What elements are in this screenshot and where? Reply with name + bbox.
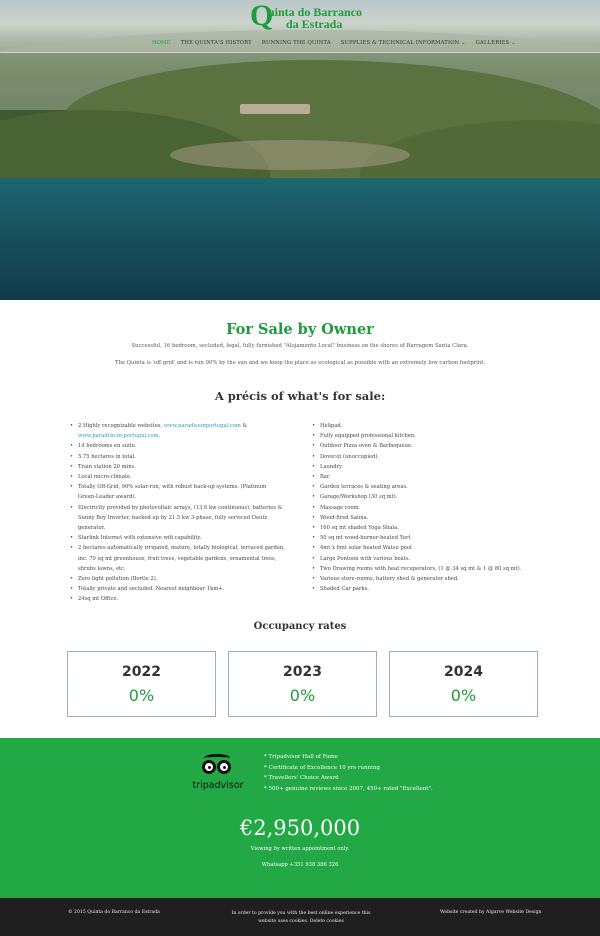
site-header [0, 0, 600, 53]
list-item: • Garden terraces & seating areas. [312, 482, 552, 492]
list-item: • Laundry. [312, 462, 552, 472]
intro-paragraph-2: The Quinta is 'off grid' and is run 90% by the sun and we keep the place as ecological as possible with an extremely low carbon footprint. [114, 360, 486, 366]
nav-home[interactable]: HOME [152, 40, 171, 46]
occupancy-year: 2022 [122, 664, 161, 680]
nav-history[interactable]: THE QUINTA'S HISTORY [180, 40, 252, 46]
occupancy-value: 0% [289, 686, 316, 705]
logo-initial: Q [250, 0, 274, 32]
occupancy-card-2022 [67, 651, 216, 717]
list-item: • 5.75 hectares in total. [70, 452, 285, 462]
intro-paragraph-1: Successful, 16 bedroom, secluded, legal, fully furnished "Alojamento Local" business on the shores of Barragem Santa Clara. [131, 343, 469, 349]
logo-line-2: da Estrada [286, 17, 343, 31]
award-item: * Tripadvisor Hall of Fame [264, 754, 338, 760]
list-item: • Two Drawing rooms with heat recuperators, (1 @ 34 sq mt & 1 @ 80 sq mt). [312, 564, 552, 574]
chevron-down-icon: ⌄ [461, 40, 466, 46]
awards-list [264, 752, 433, 794]
list-item-text: . [158, 433, 161, 440]
nav-supplies-label: SUPPLIES & TECHNICAL INFORMATION [340, 40, 460, 46]
website-link-1[interactable]: www.paradiseinportugal.com [163, 423, 241, 429]
list-item: • Totally Off-Grid, 90% solar-run, with robust back-up systems. (Platinum Green-Leader award). [70, 482, 285, 502]
list-item-text: 2 Highly recognizable websites, [78, 423, 164, 429]
award-item: * Certificate of Excellence 10 yrs running [264, 764, 380, 771]
award-item: * Travellers' Choice Award [264, 775, 339, 782]
list-item: • Shaded Car parks. [312, 584, 552, 594]
list-item [70, 421, 285, 441]
occupancy-card-2023 [228, 651, 377, 717]
owl-icon [200, 754, 234, 778]
website-link-2[interactable]: www.paradise-in-portugal.com [78, 433, 159, 440]
designer-credit[interactable]: Website created by Algarve Website Design [440, 910, 542, 915]
nav-galleries-label: GALLERIES [475, 40, 510, 46]
promo-band [0, 738, 600, 898]
list-item: • 24sq mt Office. [70, 594, 285, 604]
list-item: • Garage/Workshop (30 sq mt). [312, 492, 552, 502]
list-item: • Starlink Internet with extensive wifi capability. [70, 533, 285, 543]
nav-supplies[interactable] [341, 40, 466, 52]
occupancy-value: 0% [450, 686, 477, 705]
list-item: • Large Pontoon with various boats. [312, 554, 552, 564]
list-item: • Outdoor Pizza oven & Barbequeue. [312, 441, 552, 451]
list-item: • Bar. [312, 472, 552, 482]
logo-line-1: uinta do Barranco [268, 5, 363, 19]
page-title: For Sale by Owner [226, 321, 374, 338]
owl-pupil [208, 766, 211, 769]
occupancy-year: 2024 [444, 664, 483, 680]
features-list-right [312, 421, 552, 594]
features-list-left [70, 421, 285, 605]
list-item: • Various store-rooms, battery shed & generator shed. [312, 574, 552, 584]
nav-galleries[interactable] [476, 40, 516, 52]
cookie-text-1: In order to provide you with the best online experience this [231, 911, 371, 916]
list-item: • 50 sq mt wood-burner-heated Yurt [312, 533, 552, 543]
owl-eye-right [217, 760, 231, 774]
occupancy-heading: Occupancy rates [253, 621, 347, 632]
list-item: • Electricity provided by photovoltaic arrays, (13.6 kw continuous), batteries & Sunny Boy Inverter, backed up by 21.5 kw 3-phase, fully serviced Deutz generator. [70, 503, 285, 534]
viewing-note: Viewing by written appointment only. [250, 846, 350, 852]
occupancy-value: 0% [128, 686, 155, 705]
list-item: • Massage room. [312, 503, 552, 513]
asking-price: €2,950,000 [239, 816, 361, 840]
site-footer [0, 898, 600, 936]
cookie-notice [226, 910, 376, 925]
reservoir-water [0, 178, 600, 300]
tripadvisor-logo[interactable] [190, 754, 246, 794]
chevron-down-icon: ⌄ [511, 40, 516, 46]
whatsapp-contact[interactable]: Whatsapp +351 938 386 326 [261, 862, 339, 868]
list-item: • 160 sq mt shaded Yoga Shala. [312, 523, 552, 533]
tripadvisor-wordmark: tripadvisor [192, 780, 244, 791]
copyright: © 2015 Quinta do Barranco da Estrada [68, 910, 160, 915]
award-item: * 500+ genuine reviews since 2007, 450+ rated "Excellent". [264, 785, 433, 792]
list-item: • Helipad. [312, 421, 552, 431]
list-item: • Dovecot (unoccupied). [312, 452, 552, 462]
list-item-text: & [240, 423, 248, 429]
nav-running[interactable]: RUNNING THE QUINTA [261, 40, 331, 46]
main-nav [152, 40, 516, 52]
list-item: • Train station 20 mins. [70, 462, 285, 472]
occupancy-cards [67, 651, 539, 717]
occupancy-year: 2023 [283, 664, 322, 680]
list-item: • Local micro-climate. [70, 472, 285, 482]
precis-heading: A précis of what's for sale: [214, 389, 386, 403]
list-item: • Totally private and secluded. Nearest neighbour 1km+. [70, 584, 285, 594]
owl-eye-left [202, 760, 216, 774]
list-item: • Fully equipped professional kitchen. [312, 431, 552, 441]
list-item: • 4mt x 6mt solar heated Watsu pool [312, 543, 552, 553]
list-item: • Wood-fired Sauna. [312, 513, 552, 523]
delete-cookies-link[interactable]: Delete cookies [309, 918, 344, 924]
quinta-buildings [240, 104, 310, 114]
list-item: • Zero light pollution (Bortle 2). [70, 574, 285, 584]
list-item: • 14 bedrooms en suite. [70, 441, 285, 451]
occupancy-card-2024 [389, 651, 538, 717]
shoreline [170, 140, 410, 170]
owl-pupil [223, 766, 226, 769]
list-item: • 2 hectares automatically irrigated, mature, totally biological, terraced garden, inc. 70 sq mt greenhouse, fruit trees, vegetable gardens, ornamental trees, shrubs lawns, etc. [70, 543, 285, 574]
cookie-text-2: website uses cookies. [258, 918, 309, 924]
